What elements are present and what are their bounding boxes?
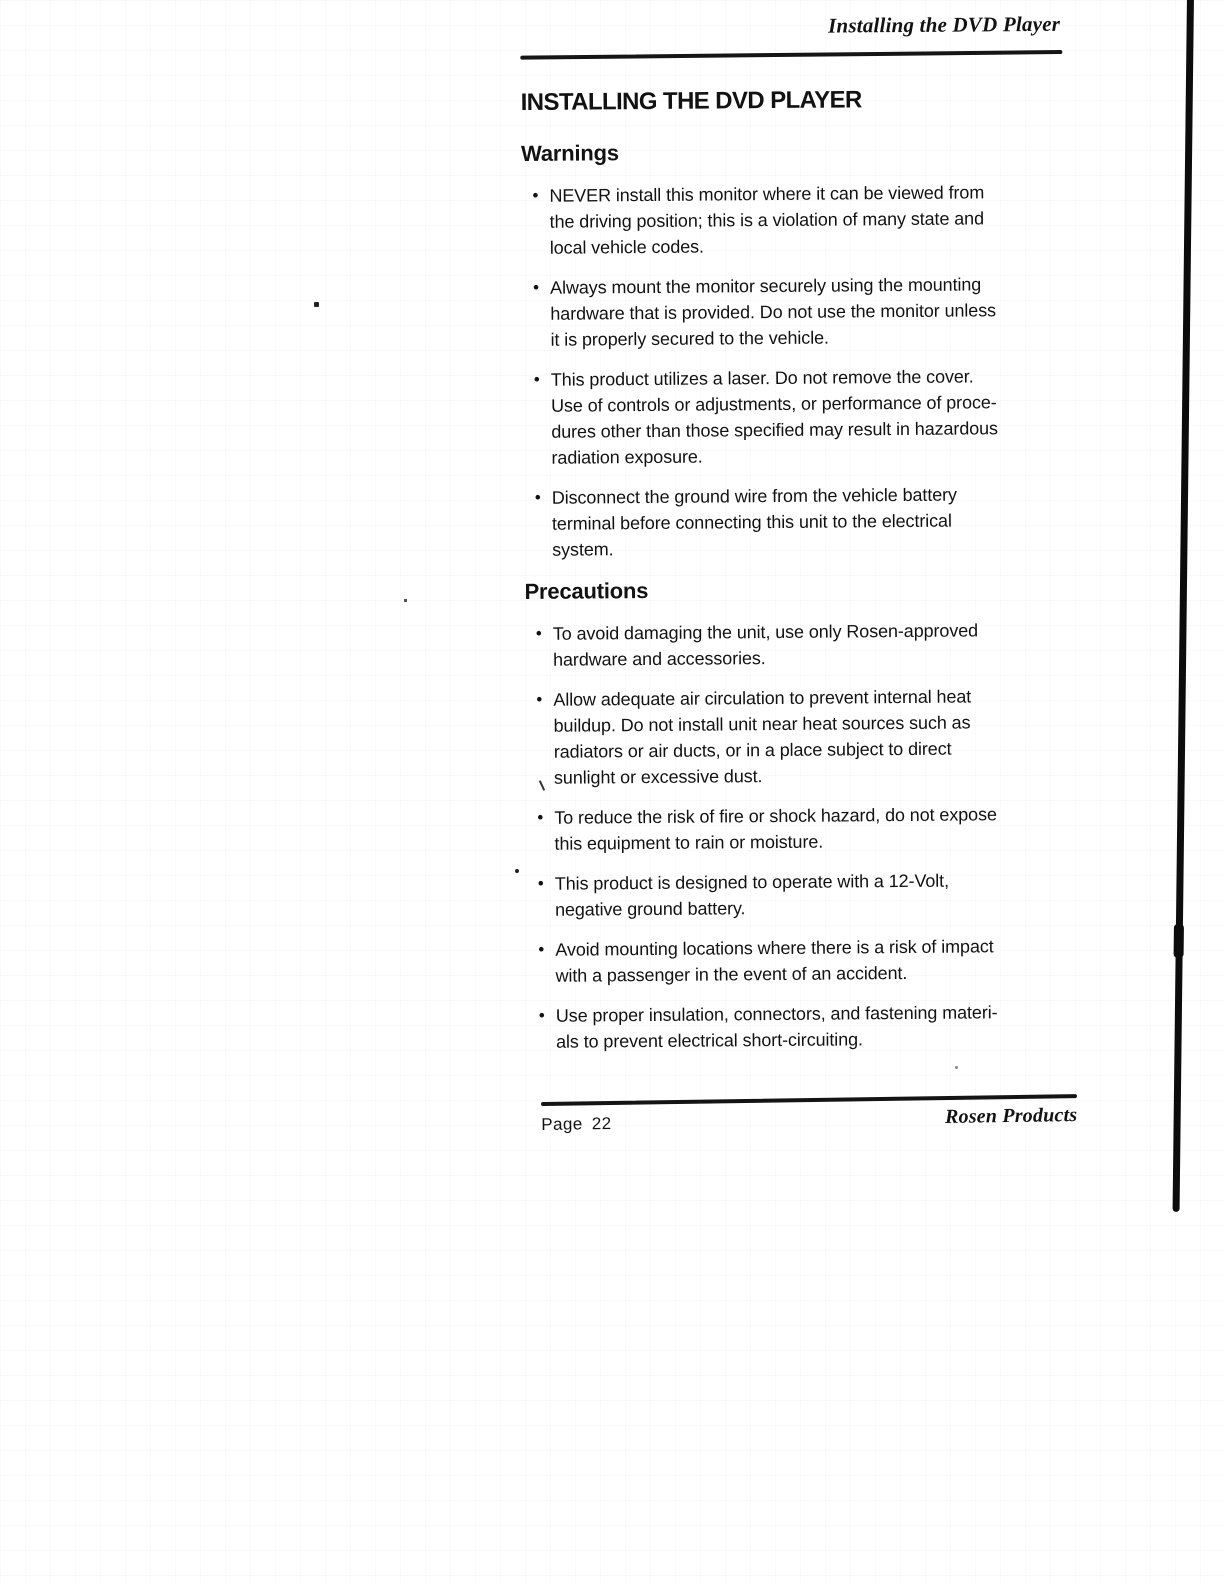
publisher-name: Rosen Products — [944, 1104, 1078, 1129]
bullet-icon: • — [532, 185, 539, 205]
bullet-item — [525, 683, 1068, 791]
bullet-item — [527, 933, 1069, 989]
warnings-list — [521, 179, 1066, 563]
scan-speck — [404, 599, 407, 602]
bullet-text: This product utilizes a laser. Do not remove the cover. Use of controls or adjustments, or performance of proce- dures other than those specified may result in hazardous radiation exposure. — [550, 366, 999, 468]
text-column — [520, 12, 1070, 1055]
section-precautions — [524, 575, 1070, 1055]
bullet-icon: • — [535, 623, 542, 643]
header-rule — [520, 50, 1062, 60]
bullet-icon: • — [538, 1005, 545, 1025]
bullet-icon: • — [536, 689, 543, 709]
bullet-text: Use proper insulation, connectors, and fastening materi- als to prevent electrical short-circuiting. — [555, 1002, 998, 1052]
bullet-item — [527, 867, 1069, 923]
bullet-text: To avoid damaging the unit, use only Rosen-approved hardware and accessories. — [552, 620, 979, 670]
precautions-heading: Precautions — [524, 578, 649, 604]
bullet-item — [521, 179, 1064, 261]
bullet-item — [528, 999, 1070, 1055]
bullet-icon: • — [537, 807, 544, 827]
bullet-text: Always mount the monitor securely using the mounting hardware that is provided. Do not use the monitor unless it is properly secured to the vehicle. — [550, 274, 997, 350]
bullet-text: To reduce the risk of fire or shock hazard, do not expose this equipment to rain or moisture. — [554, 804, 997, 854]
section-warnings — [521, 137, 1066, 563]
bullet-item — [525, 617, 1067, 673]
bullet-item — [524, 481, 1067, 563]
page-title: INSTALLING THE DVD PLAYER — [520, 86, 862, 116]
running-header: Installing the DVD Player — [828, 11, 1061, 38]
bullet-text: This product is designed to operate with a 12-Volt, negative ground battery. — [554, 870, 950, 920]
bullet-item — [526, 801, 1068, 857]
footer-rule — [541, 1094, 1077, 1106]
footer-row — [541, 1104, 1078, 1135]
bullet-text: Allow adequate air circulation to prevent internal heat buildup. Do not install unit near heat sources such as radiators or air ducts, or in a place subject to direct sunlight or excessive dust. — [553, 686, 972, 788]
bullet-text: Avoid mounting locations where there is a risk of impact with a passenger in the event of an accident. — [555, 936, 994, 986]
bullet-item — [523, 363, 1066, 471]
bullet-icon: • — [534, 487, 541, 507]
scan-speck — [955, 1066, 958, 1069]
bullet-item — [522, 271, 1065, 353]
page-edge-scan-line — [1173, 0, 1194, 1212]
page-number: Page 22 — [541, 1113, 612, 1134]
warnings-heading: Warnings — [520, 140, 619, 166]
precautions-list — [525, 617, 1070, 1055]
scan-speck — [314, 302, 319, 307]
page-footer — [541, 1094, 1077, 1135]
scan-speck — [515, 869, 519, 873]
bullet-text: Disconnect the ground wire from the vehicle battery terminal before connecting this unit to the electrical system. — [551, 484, 957, 560]
bullet-icon: • — [533, 277, 540, 297]
bullet-icon: • — [537, 873, 544, 893]
bullet-icon: • — [538, 939, 545, 959]
bullet-icon: • — [533, 369, 540, 389]
bullet-text: NEVER install this monitor where it can be viewed from the driving position; this is a violation of many state and local vehicle codes. — [549, 182, 985, 258]
